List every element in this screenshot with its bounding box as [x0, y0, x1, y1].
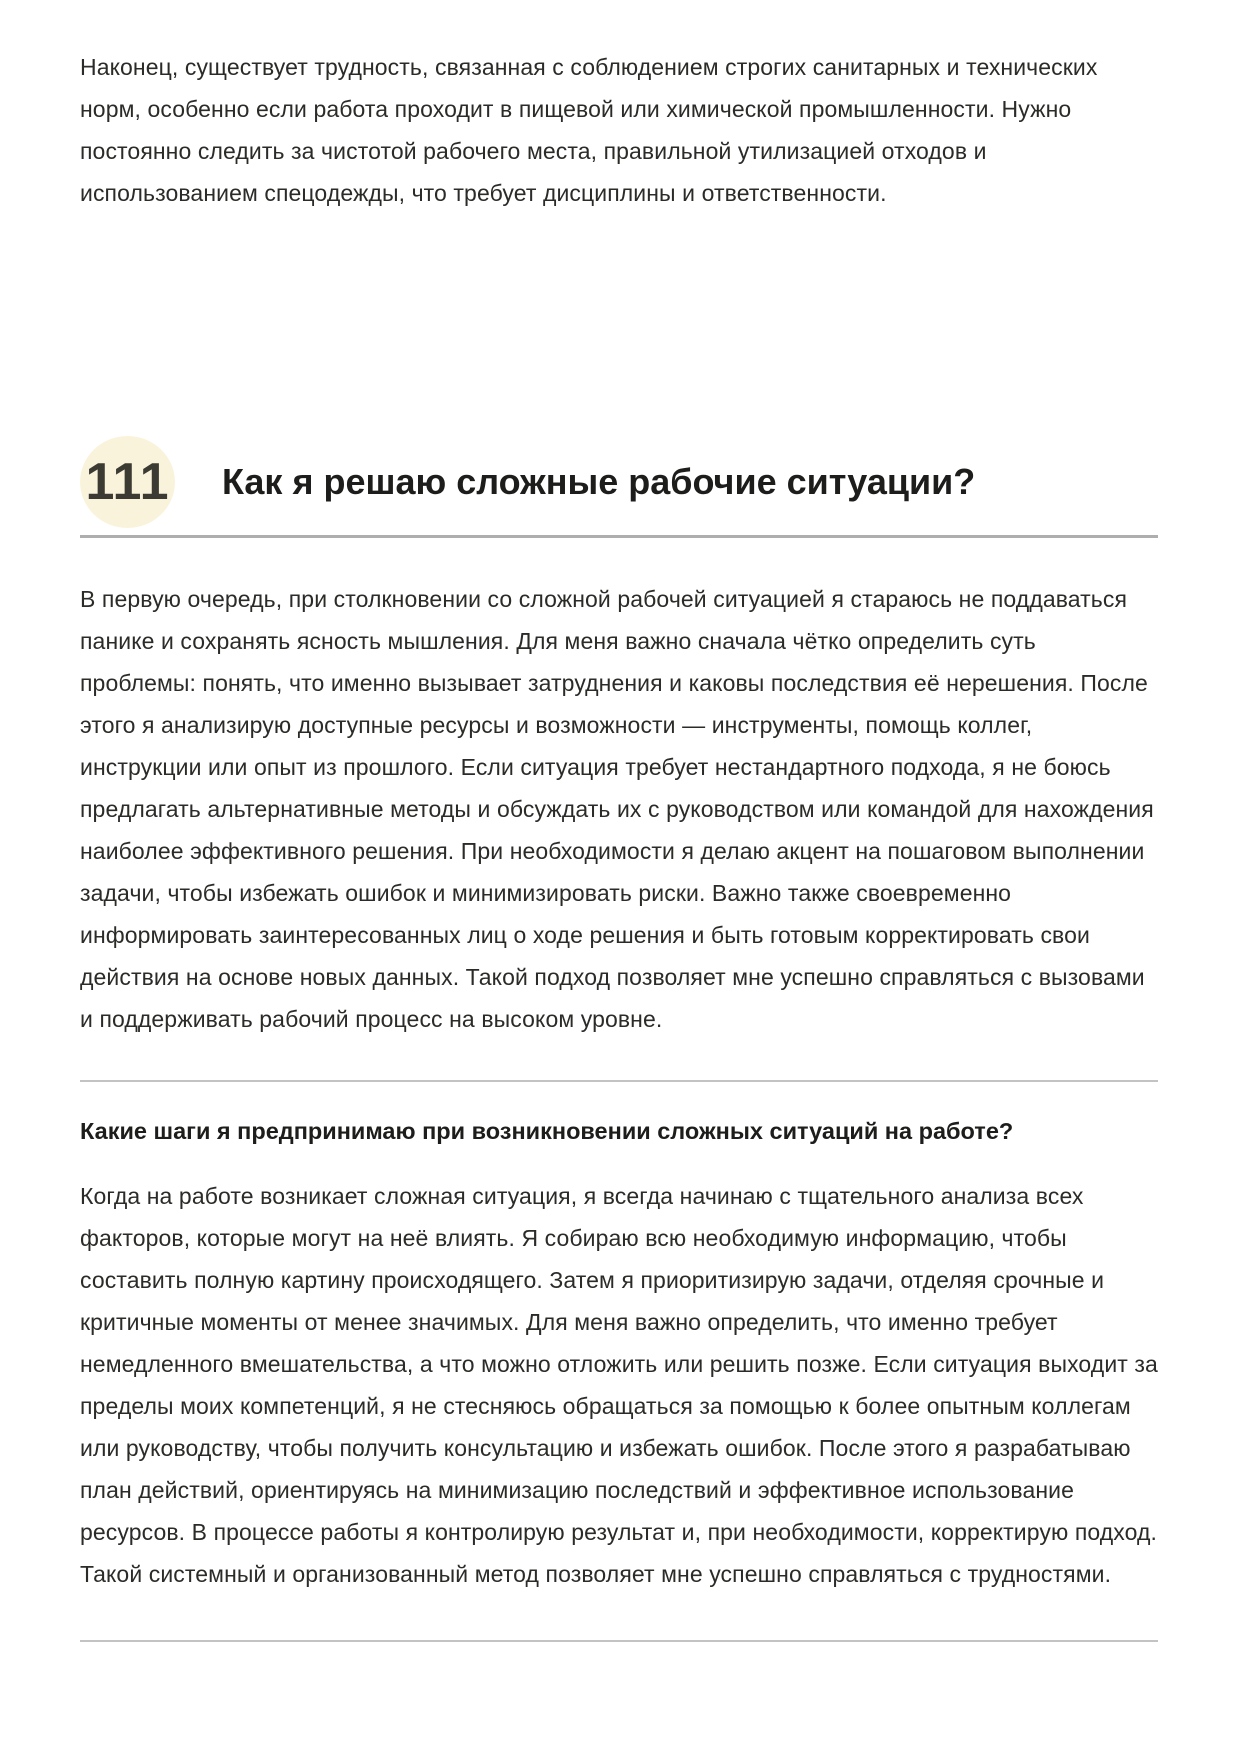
- bottom-divider: [80, 1640, 1158, 1642]
- section-divider: [80, 1080, 1158, 1082]
- question-number-badge: [80, 436, 175, 528]
- subanswer-paragraph: Когда на работе возникает сложная ситуация, я всегда начинаю с тщательного анализа всех факторов, которые могут на неё влиять. Я собираю всю необходимую информацию, чтобы составить полную картину происходящего. Затем я приоритизирую задачи, отделяя срочные и критичные моменты от менее значимых. Для меня важно определить, что именно требует немедленного вмешательства, а что можно отложить или решить позже. Если ситуация выходит за пределы моих компетенций, я не стесняюсь обращаться за помощью к более опытным коллегам или руководству, чтобы получить консультацию и избежать ошибок. После этого я разрабатываю план действий, ориентируясь на минимизацию последствий и эффективное использование ресурсов. В процессе работы я контролирую результат и, при необходимости, корректирую подход. Такой системный и организованный метод позволяет мне успешно справляться с трудностями.: [80, 1183, 1158, 1587]
- question-number: 111: [85, 453, 170, 511]
- header-divider: [80, 535, 1158, 538]
- subquestion-heading: Какие шаги я предпринимаю при возникновении сложных ситуаций на работе?: [80, 1118, 1014, 1144]
- question-header: [80, 436, 1158, 528]
- intro-paragraph: Наконец, существует трудность, связанная с соблюдением строгих санитарных и технических норм, особенно если работа проходит в пищевой или химической промышленности. Нужно постоянно следить за чистотой рабочего места, правильной утилизацией отходов и использованием спецодежды, что требует дисциплины и ответственности.: [80, 54, 1098, 206]
- question-title: Как я решаю сложные рабочие ситуации?: [222, 461, 976, 503]
- answer-paragraph: В первую очередь, при столкновении со сложной рабочей ситуацией я стараюсь не поддаваться панике и сохранять ясность мышления. Для меня важно сначала чётко определить суть проблемы: понять, что именно вызывает затруднения и каковы последствия её нерешения. После этого я анализирую доступные ресурсы и возможности — инструменты, помощь коллег, инструкции или опыт из прошлого. Если ситуация требует нестандартного подхода, я не боюсь предлагать альтернативные методы и обсуждать их с руководством или командой для нахождения наиболее эффективного решения. При необходимости я делаю акцент на пошаговом выполнении задачи, чтобы избежать ошибок и минимизировать риски. Важно также своевременно информировать заинтересованных лиц о ходе решения и быть готовым корректировать свои действия на основе новых данных. Такой подход позволяет мне успешно справляться с вызовами и поддерживать рабочий процесс на высоком уровне.: [80, 586, 1154, 1032]
